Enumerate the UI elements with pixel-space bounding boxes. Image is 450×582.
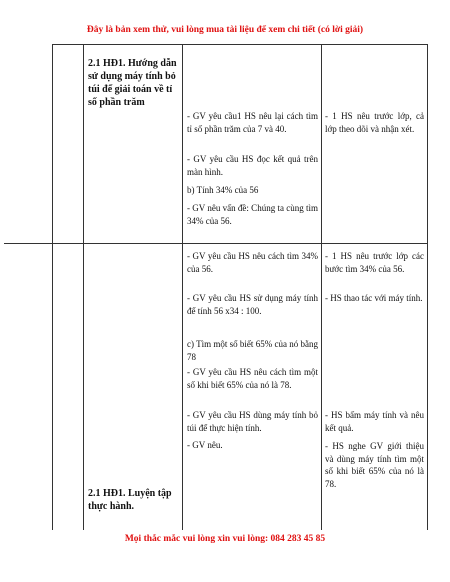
teacher-activity: - GV yêu cầu HS nêu cách tìm 34% của 56.: [187, 251, 318, 274]
teacher-activity: - GV yêu cầu HS sử dụng máy tính để tính 56 x34 : 100.: [187, 293, 318, 316]
exercise-heading: b) Tính 34% của 56: [187, 185, 259, 195]
contact-banner: Mọi thắc mắc vui lòng xin vui lòng: 084 283 45 85: [124, 534, 326, 544]
table-border-right: [427, 44, 428, 530]
section-heading: 2.1 HĐ1. Hướng dẫn sử dụng máy tính bỏ túi để giải toán về tỉ số phần trăm: [88, 58, 177, 108]
column-divider-3: [321, 44, 322, 530]
row-divider-extend: [4, 243, 52, 244]
preview-banner: Đây là bản xem thử, vui lòng mua tài liệu để xem chi tiết (có lời giải): [86, 25, 364, 35]
teacher-activity: - GV yêu cầu HS nêu cách tìm một số khi biết 65% của nó là 78.: [187, 367, 318, 390]
column-divider-2: [182, 44, 183, 530]
section-heading: 2.1 HĐ1. Luyện tập thực hành.: [88, 488, 172, 512]
teacher-activity: - GV yêu cầu HS đọc kết quả trên màn hình.: [187, 154, 318, 177]
teacher-activity: - GV nêu.: [187, 440, 223, 450]
table-border-top: [52, 44, 428, 45]
student-activity: - HS nghe GV giới thiệu và dùng máy tính tìm một số khi biết 65% của nó là 78.: [325, 441, 424, 489]
row-divider: [52, 243, 428, 244]
table-border-left: [52, 44, 53, 530]
column-divider-1: [83, 44, 84, 530]
exercise-heading: c) Tìm một số biết 65% của nó bằng 78: [187, 339, 318, 362]
student-activity: - 1 HS nêu trước lớp các bước tìm 34% của 56.: [325, 251, 424, 274]
teacher-activity: - GV nêu vấn đề: Chúng ta cùng tìm 34% của 56.: [187, 203, 318, 226]
teacher-activity: - GV yêu cầu HS dùng máy tính bỏ túi để thực hiện tính.: [187, 410, 318, 433]
student-activity: - HS bấm máy tính và nêu kết quả.: [325, 410, 424, 433]
teacher-activity: - GV yêu cầu1 HS nêu lại cách tìm tỉ số phần trăm của 7 và 40.: [187, 111, 318, 134]
student-activity: - HS thao tác với máy tính.: [325, 293, 423, 303]
student-activity: - 1 HS nêu trước lớp, cả lớp theo dõi và nhận xét.: [325, 111, 424, 134]
